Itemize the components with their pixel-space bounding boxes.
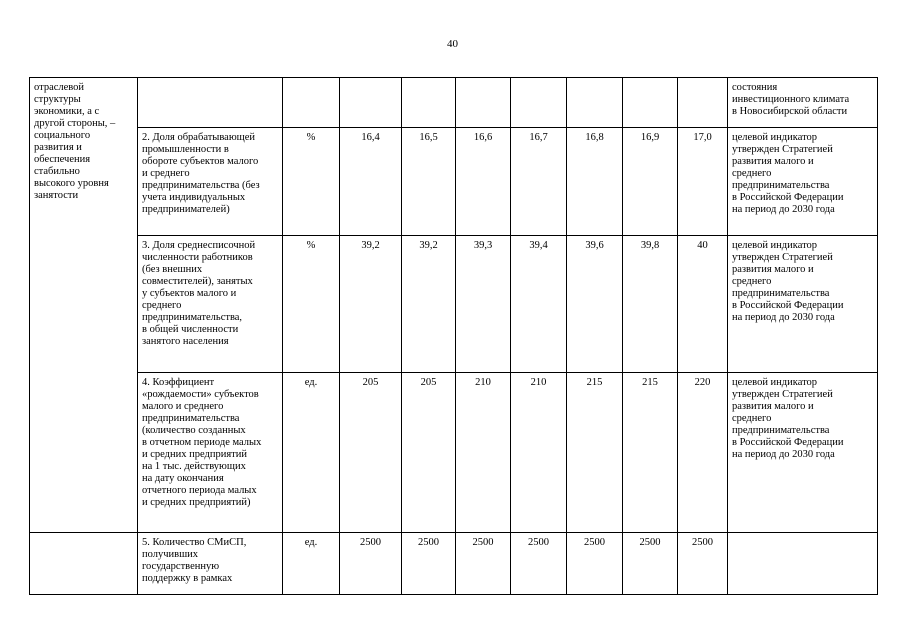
value-cell: 39,4 xyxy=(511,236,567,373)
value-cell: 17,0 xyxy=(678,128,728,236)
unit-cell: ед. xyxy=(283,533,340,595)
value-cell: 2500 xyxy=(511,533,567,595)
value-cell: 16,8 xyxy=(567,128,623,236)
value-cell: 215 xyxy=(623,373,678,533)
value-cell: 220 xyxy=(678,373,728,533)
value-cell: 39,3 xyxy=(456,236,511,373)
unit-cell: % xyxy=(283,236,340,373)
value-cell: 16,4 xyxy=(340,128,402,236)
table-row xyxy=(30,128,878,236)
indicator-cell: 5. Количество СМиСП, получивших государственную поддержку в рамках xyxy=(138,533,283,595)
note-cell: состояния инвестиционного климата в Новосибирской области xyxy=(728,78,878,128)
value-cell: 205 xyxy=(402,373,456,533)
value-cell: 16,9 xyxy=(623,128,678,236)
value-cell xyxy=(340,78,402,128)
value-cell: 39,2 xyxy=(340,236,402,373)
value-cell: 215 xyxy=(567,373,623,533)
note-cell: целевой индикатор утвержден Стратегией развития малого и среднего предпринимательства в Российской Федерации на период до 2030 года xyxy=(728,236,878,373)
value-cell: 2500 xyxy=(678,533,728,595)
value-cell xyxy=(402,78,456,128)
note-cell: целевой индикатор утвержден Стратегией развития малого и среднего предпринимательства в Российской Федерации на период до 2030 года xyxy=(728,373,878,533)
value-cell: 39,6 xyxy=(567,236,623,373)
value-cell: 2500 xyxy=(623,533,678,595)
value-cell xyxy=(567,78,623,128)
page-number: 40 xyxy=(447,38,458,50)
indicator-cell: 4. Коэффициент «рождаемости» субъектов малого и среднего предпринимательства (количество созданных в отчетном периоде малых и средних предприятий на 1 тыс. действующих на дату окончания отчетного периода малых и средних предприятий) xyxy=(138,373,283,533)
value-cell: 40 xyxy=(678,236,728,373)
table-row xyxy=(30,373,878,533)
unit-cell: ед. xyxy=(283,373,340,533)
unit-cell: % xyxy=(283,128,340,236)
note-cell xyxy=(728,533,878,595)
note-cell: целевой индикатор утвержден Стратегией развития малого и среднего предпринимательства в Российской Федерации на период до 2030 года xyxy=(728,128,878,236)
indicator-cell: 3. Доля среднесписочной численности работников (без внешних совместителей), занятых у субъектов малого и среднего предпринимательства, в общей численности занятого населения xyxy=(138,236,283,373)
value-cell: 210 xyxy=(456,373,511,533)
unit-cell xyxy=(283,78,340,128)
value-cell: 16,6 xyxy=(456,128,511,236)
value-cell xyxy=(678,78,728,128)
value-cell: 210 xyxy=(511,373,567,533)
indicator-cell xyxy=(138,78,283,128)
table-row xyxy=(30,533,878,595)
value-cell: 16,7 xyxy=(511,128,567,236)
value-cell: 16,5 xyxy=(402,128,456,236)
indicators-table xyxy=(29,77,878,595)
goal-cell-continuation xyxy=(30,533,138,595)
value-cell: 2500 xyxy=(567,533,623,595)
goal-cell: отраслевой структуры экономики, а с другой стороны, – социального развития и обеспечения стабильно высокого уровня занятости xyxy=(30,78,138,533)
indicator-cell: 2. Доля обрабатывающей промышленности в обороте субъектов малого и среднего предпринимательства (без учета индивидуальных предпринимателей) xyxy=(138,128,283,236)
value-cell: 2500 xyxy=(402,533,456,595)
value-cell: 39,2 xyxy=(402,236,456,373)
value-cell: 205 xyxy=(340,373,402,533)
table-row xyxy=(30,236,878,373)
value-cell xyxy=(623,78,678,128)
value-cell: 2500 xyxy=(456,533,511,595)
value-cell: 39,8 xyxy=(623,236,678,373)
value-cell: 2500 xyxy=(340,533,402,595)
value-cell xyxy=(511,78,567,128)
table-row xyxy=(30,78,878,128)
value-cell xyxy=(456,78,511,128)
